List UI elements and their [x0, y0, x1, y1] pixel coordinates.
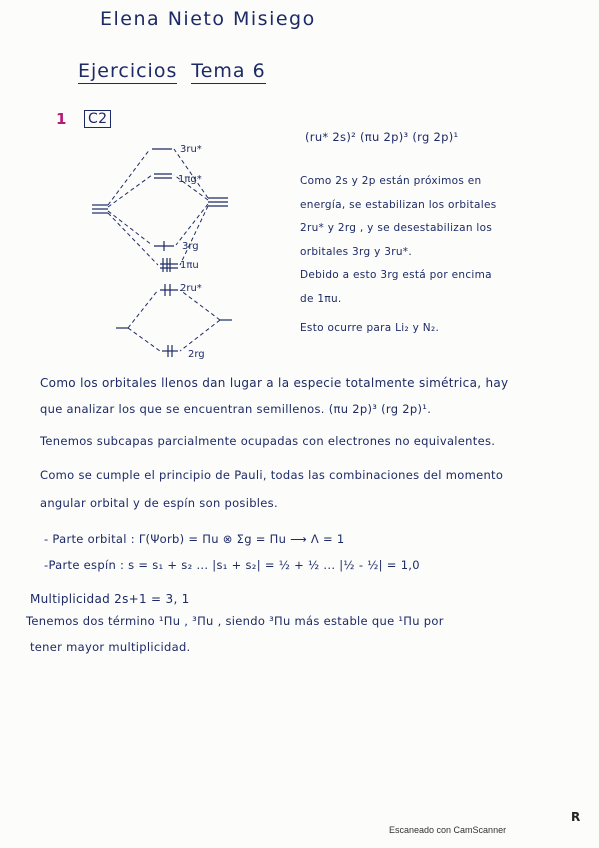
- explanation-line: orbitales 3rg y 3ru*.: [300, 245, 412, 258]
- electron-configuration: (ru* 2s)² (πu 2p)³ (rg 2p)¹: [305, 130, 459, 144]
- mo-label-3ru: 3ru*: [180, 144, 202, 155]
- explanation-line: Debido a esto 3rg está por encima: [300, 269, 492, 281]
- molecule-box: C2: [84, 110, 111, 128]
- author-name: Elena Nieto Misiego: [100, 8, 316, 30]
- section-title: Ejercicios: [78, 60, 178, 82]
- explanation-line: Esto ocurre para Li₂ y N₂.: [300, 322, 440, 334]
- mo-label-3rg: 3rg: [182, 241, 199, 252]
- mo-label-1pig: 1πg*: [178, 174, 202, 185]
- body-line: Como se cumple el principio de Pauli, todas las combinaciones del momento: [40, 468, 504, 482]
- topic-title: Tema 6: [191, 60, 266, 82]
- scanner-watermark: Escaneado con CamScanner: [389, 825, 507, 835]
- orbital-part: - Parte orbital : Γ(Ψorb) = Πu ⊗ Σg = Πu ⟶ Λ = 1: [44, 532, 345, 546]
- body-line: angular orbital y de espín son posibles.: [40, 496, 278, 510]
- explanation-line: de 1πu.: [300, 292, 342, 305]
- mo-diagram: [80, 125, 320, 375]
- multiplicity: Multiplicidad 2s+1 = 3, 1: [30, 592, 190, 606]
- mo-label-1piu: 1πu: [180, 260, 199, 271]
- explanation-line: 2ru* y 2rg , y se desestabilizan los: [300, 222, 493, 234]
- body-line: que analizar los que se encuentran semillenos. (πu 2p)³ (rg 2p)¹.: [40, 402, 432, 416]
- camscanner-logo: R: [571, 810, 581, 824]
- body-line: Tenemos subcapas parcialmente ocupadas con electrones no equivalentes.: [40, 434, 496, 448]
- explanation-line: energía, se estabilizan los orbitales: [300, 198, 497, 211]
- mo-label-2rg: 2rg: [188, 349, 205, 360]
- terms-line: Tenemos dos término ¹Πu , ³Πu , siendo ³Πu más estable que ¹Πu por: [26, 614, 444, 628]
- explanation-block: [300, 170, 496, 341]
- explanation-line: Como 2s y 2p están próximos en: [300, 175, 482, 187]
- exercise-number: 1: [56, 110, 67, 128]
- page-title: [78, 60, 266, 82]
- mo-label-2ru: 2ru*: [180, 283, 202, 294]
- terms-line: tener mayor multiplicidad.: [30, 640, 191, 654]
- body-line: Como los orbitales llenos dan lugar a la especie totalmente simétrica, hay: [40, 376, 509, 390]
- spin-part: -Parte espín : s = s₁ + s₂ ... |s₁ + s₂| = ½ + ½ ... |½ - ½| = 1,0: [44, 558, 420, 572]
